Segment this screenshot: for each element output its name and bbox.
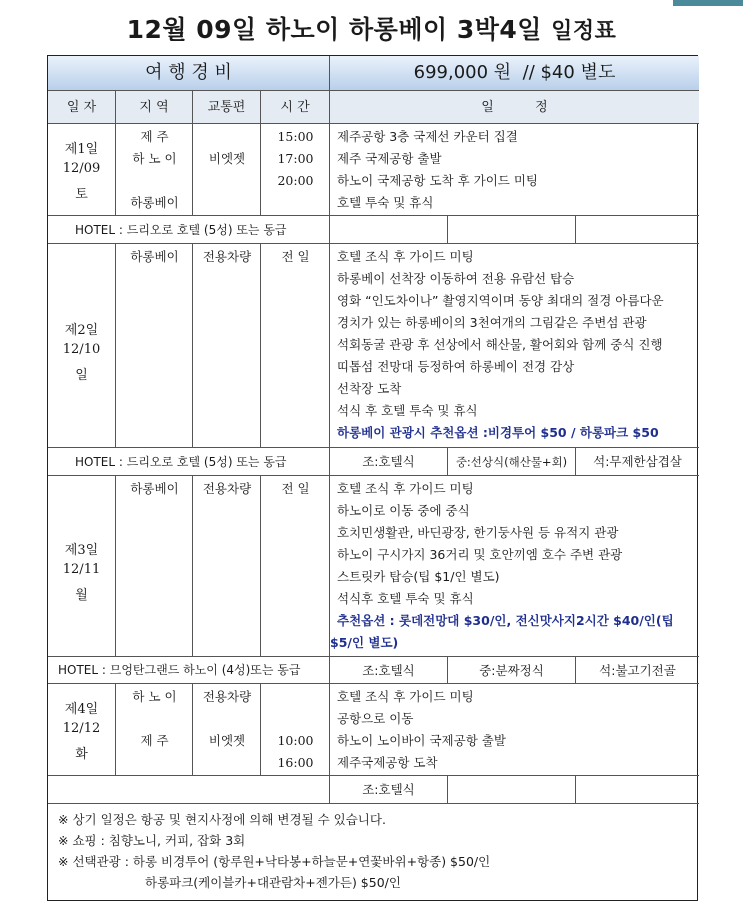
day4-transport-1: 전용차량 xyxy=(202,689,252,704)
note-2: ※ 쇼핑 : 침향노니, 커피, 잡화 3회 xyxy=(58,833,246,848)
day1-meal-lunch xyxy=(447,215,575,243)
day4-meal-breakfast: 조:호텔식 xyxy=(329,775,447,803)
day1-time-cell xyxy=(260,123,329,215)
corner-accent xyxy=(673,0,743,6)
title-suffix: 일정표 xyxy=(551,19,617,44)
notes-section xyxy=(48,803,699,900)
day2-option: 하롱베이 관광시 추천옵션 :비경투어 $50 / 하롱파크 $50 xyxy=(337,425,659,440)
day1-time-2: 17:00 xyxy=(277,151,314,166)
day1-region-3: 하롱베이 xyxy=(130,195,179,210)
day4-schedule-2: 공항으로 이동 xyxy=(337,711,414,726)
day4-region-1: 하 노 이 xyxy=(132,689,177,704)
day3-meal-dinner: 석:불고기전골 xyxy=(575,656,699,683)
day3-schedule-6: 석식후 호텔 투숙 및 휴식 xyxy=(337,591,474,606)
day1-weekday: 토 xyxy=(75,187,88,202)
day1-schedule-3: 하노이 국제공항 도착 후 가이드 미팅 xyxy=(337,173,538,188)
day1-region-cell xyxy=(115,123,192,215)
day2-weekday: 일 xyxy=(75,368,88,383)
day3-schedule-4: 하노이 구시가지 36거리 및 호안끼엠 호수 주변 관광 xyxy=(337,547,623,562)
day2-date-cell xyxy=(48,243,115,447)
day1-time-3: 20:00 xyxy=(277,173,314,188)
day1-region-1: 제 주 xyxy=(140,129,169,144)
day3-date: 12/11 xyxy=(62,562,101,577)
day3-time-1: 전 일 xyxy=(281,481,310,496)
day2-transport: 전용차량 xyxy=(202,249,252,264)
day1-transport: 비엣젯 xyxy=(208,151,246,166)
day1-region-2: 하 노 이 xyxy=(132,151,177,166)
day2-schedule-5: 석회동굴 관광 후 선상에서 해산물, 활어회와 함께 중식 진행 xyxy=(337,337,663,352)
day4-date: 12/12 xyxy=(62,721,101,736)
day3-region-1: 하롱베이 xyxy=(130,481,179,496)
day2-time-1: 전 일 xyxy=(281,249,310,264)
day2-date-label: 제2일 xyxy=(64,323,99,338)
day4-schedule-4: 제주국제공항 도착 xyxy=(337,755,438,770)
day2-region-cell xyxy=(115,243,192,447)
header-date: 일 자 xyxy=(48,90,115,123)
day1-schedule-1: 제주공항 3층 국제선 카운터 집결 xyxy=(337,129,518,144)
day3-schedule-1: 호텔 조식 후 가이드 미팅 xyxy=(337,481,474,496)
day3-meal-lunch: 중:분짜정식 xyxy=(447,656,575,683)
header-time: 시 간 xyxy=(260,90,329,123)
day2-schedule-1: 호텔 조식 후 가이드 미팅 xyxy=(337,249,474,264)
day2-transport-cell xyxy=(192,243,260,447)
day4-region-2: 제 주 xyxy=(140,733,169,748)
cost-value: 699,000 원 // $40 별도 xyxy=(329,56,699,90)
day1-time-1: 15:00 xyxy=(277,129,314,144)
day3-hotel: HOTEL : 므엉탄그랜드 하노이 (4성)또는 동급 xyxy=(48,656,329,683)
day1-hotel: HOTEL : 드리오로 호텔 (5성) 또는 동급 xyxy=(48,215,329,243)
day2-schedule-cell xyxy=(329,243,699,447)
day3-transport-cell xyxy=(192,475,260,656)
day4-transport-cell xyxy=(192,683,260,775)
day2-schedule-6: 띠톱섬 전망대 등정하여 하롱베이 전경 감상 xyxy=(337,359,575,374)
title-main: 12월 09일 하노이 하롱베이 3박4일 xyxy=(126,15,542,44)
day4-time-cell xyxy=(260,683,329,775)
day3-schedule-cell xyxy=(329,475,699,656)
day2-schedule-3: 영화 “인도차이나” 촬영지역이며 동양 최대의 절경 아름다운 xyxy=(337,293,664,308)
day4-schedule-cell xyxy=(329,683,699,775)
day2-schedule-8: 석식 후 호텔 투숙 및 휴식 xyxy=(337,403,478,418)
day3-option-2: $5/인 별도) xyxy=(330,635,399,650)
day3-weekday: 월 xyxy=(75,588,88,603)
day3-option-1: 추천옵션 : 롯데전망대 $30/인, 전신맛사지2시간 $40/인(팁 xyxy=(337,613,674,628)
day3-schedule-3: 호치민생활관, 바딘광장, 한기둥사원 등 유적지 관광 xyxy=(337,525,619,540)
day3-date-label: 제3일 xyxy=(64,543,99,558)
day4-region-cell xyxy=(115,683,192,775)
day4-meal-lunch xyxy=(447,775,575,803)
day4-time-1: 10:00 xyxy=(277,733,314,748)
day2-meal-dinner: 석:무제한삼겹살 xyxy=(575,447,699,475)
day1-date: 12/09 xyxy=(62,161,101,176)
day4-transport-2: 비엣젯 xyxy=(208,733,246,748)
day3-meal-breakfast: 조:호텔식 xyxy=(329,656,447,683)
day2-meal-breakfast: 조:호텔식 xyxy=(329,447,447,475)
day2-date: 12/10 xyxy=(62,342,101,357)
day4-meal-dinner xyxy=(575,775,699,803)
day1-schedule-2: 제주 국제공항 출발 xyxy=(337,151,442,166)
itinerary-table xyxy=(47,55,698,901)
day2-hotel: HOTEL : 드리오로 호텔 (5성) 또는 동급 xyxy=(48,447,329,475)
day2-schedule-7: 선착장 도착 xyxy=(337,381,402,396)
day1-date-label: 제1일 xyxy=(64,142,99,157)
day1-meal-dinner xyxy=(575,215,699,243)
day4-hotel-blank xyxy=(48,775,329,803)
day4-time-2: 16:00 xyxy=(277,755,314,770)
day3-date-cell xyxy=(48,475,115,656)
day1-date-cell xyxy=(48,123,115,215)
day1-schedule-4: 호텔 투숙 및 휴식 xyxy=(337,195,434,210)
day4-schedule-1: 호텔 조식 후 가이드 미팅 xyxy=(337,689,474,704)
day1-transport-cell xyxy=(192,123,260,215)
cost-label: 여 행 경 비 xyxy=(48,56,329,90)
header-schedule: 일 정 xyxy=(329,90,699,123)
header-region: 지 역 xyxy=(115,90,192,123)
day4-date-label: 제4일 xyxy=(64,702,99,717)
day3-time-cell xyxy=(260,475,329,656)
day2-time-cell xyxy=(260,243,329,447)
day4-schedule-3: 하노이 노이바이 국제공항 출발 xyxy=(337,733,506,748)
day4-date-cell xyxy=(48,683,115,775)
day1-schedule-cell xyxy=(329,123,699,215)
day3-transport: 전용차량 xyxy=(202,481,252,496)
day2-region-1: 하롱베이 xyxy=(130,249,179,264)
note-1: ※ 상기 일정은 항공 및 현지사정에 의해 변경될 수 있습니다. xyxy=(58,812,386,827)
day1-meal-breakfast xyxy=(329,215,447,243)
day3-schedule-5: 스트릿카 탑승(팁 $1/인 별도) xyxy=(337,569,500,584)
note-3: ※ 선택관광 : 하롱 비경투어 (항루원+낙타봉+하늘문+연꽃바위+항종) $50/인 xyxy=(58,854,491,869)
day3-schedule-2: 하노이로 이동 중에 중식 xyxy=(337,503,470,518)
day2-schedule-4: 경치가 있는 하롱베이의 3천여개의 그림같은 주변섬 관광 xyxy=(337,315,647,330)
page-title xyxy=(0,10,743,46)
day3-region-cell xyxy=(115,475,192,656)
day2-meal-lunch: 중:선상식(해산물+회) xyxy=(447,447,575,475)
day4-weekday: 화 xyxy=(75,747,88,762)
note-4: 하롱파크(케이블카+대관람차+젠가든) $50/인 xyxy=(145,875,401,890)
header-transport: 교통편 xyxy=(192,90,260,123)
day2-schedule-2: 하롱베이 선착장 이동하여 전용 유람선 탑승 xyxy=(337,271,575,286)
